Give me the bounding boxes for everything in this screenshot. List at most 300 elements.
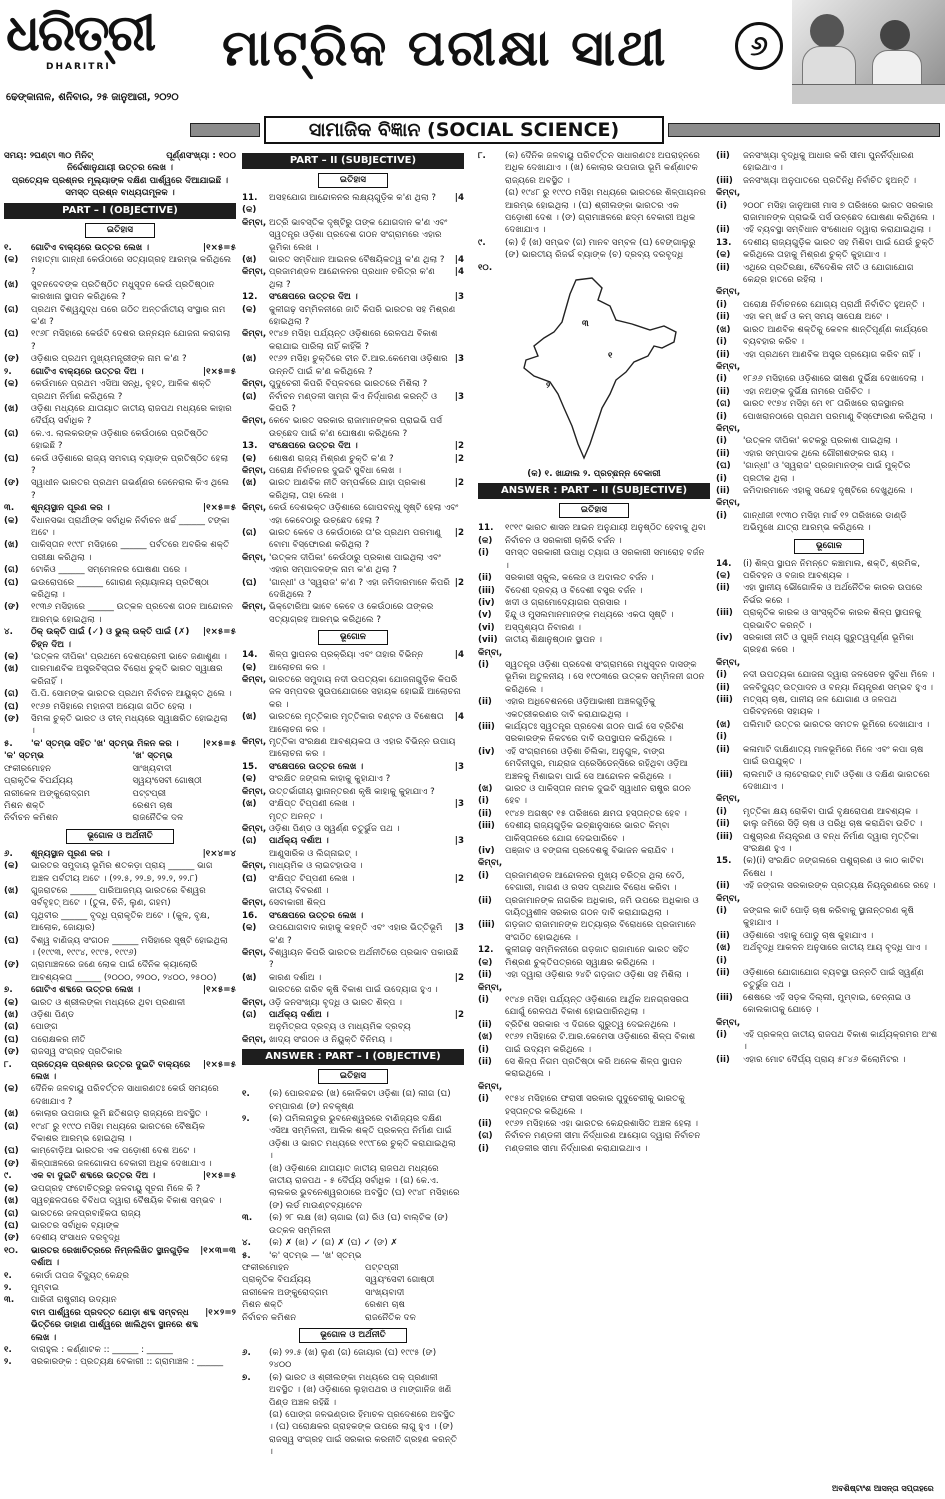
item-text: ଓଡ଼ି ଜନସଂଖ୍ୟା ବୃଦ୍ଧି ଓ ଭାରତ ଶିଳ୍ପ । — [269, 997, 403, 1008]
answer-list — [716, 558, 942, 1067]
text-line — [242, 291, 464, 303]
text-line — [242, 873, 464, 885]
text-line — [242, 885, 464, 897]
text-line — [716, 582, 942, 607]
item-text: (କ) ତାମିଲନାଡୁର ଭୁବନେଶ୍ୱରରେ ବାଣିଜ୍ୟର ଦକ୍ଷିଣ ଏସିଆ ସମ୍ମିଳନୀ, ଆଲିକ ଶକ୍ତି ପ୍ରକଳ୍ପ ନିର୍ମାଣ ପାଇଁ ଓଡ଼ିଶା ଓ ଭାରତ ମଧ୍ୟରେ ୧୯୯୮ରେ ଚୁକ୍ତି କରାଯାଇଥିଲା । — [269, 1114, 456, 1162]
answer-list — [242, 1088, 464, 1262]
text-line — [478, 746, 710, 783]
item-number: (ii) — [478, 1056, 492, 1067]
item-marks: |2 — [454, 972, 464, 983]
item-number: ୩. — [242, 1213, 253, 1224]
item-text: (କ) ✗ (ଖ) ✓ (ଗ) ✗ (ଘ) ✓ (ଙ) ✗ — [269, 1238, 398, 1249]
item-text: ଓଡ଼ିଶାରେ ଏହାକୁ ପୋଡୁ ଚାଷ କୁହାଯାଏ । — [743, 930, 874, 941]
item-number — [242, 811, 266, 823]
text-line — [4, 403, 236, 428]
item-text: ଜାତୀୟ ବିବରଣୀ । — [269, 885, 329, 896]
text-line — [716, 386, 942, 398]
text-line — [716, 299, 942, 311]
text-line — [478, 870, 710, 895]
item-number: (ଘ) — [4, 935, 19, 946]
item-text: ଉତ୍ତର୍ଭାଗୀୟ ସ୍ଥାନାନ୍ତରଣ କୃଷି କାହାକୁ କୁହାଯାଏ ? — [269, 786, 435, 797]
item-text: 'କ' ସ୍ତମ୍ଭ — 'ଖ' ସ୍ତମ୍ଭ — [269, 1250, 362, 1261]
text-line — [4, 1344, 236, 1356]
item-number: (vii) — [478, 635, 498, 646]
text-line — [4, 1145, 236, 1157]
item-text: ମୃତ୍ତିକା ସଂରକ୍ଷଣ ଆବଶ୍ୟକତା ଓ ଏହାର ବିଭିନ୍ନ ଉପାୟ ଆଲୋଚନା କର । — [269, 737, 456, 760]
text-line — [716, 669, 942, 681]
item-marks: |3 — [454, 923, 464, 934]
text-line — [478, 1031, 710, 1056]
item-number: ୫. — [4, 738, 13, 749]
text-line — [716, 423, 942, 435]
item-number — [242, 885, 266, 897]
item-number — [242, 1163, 266, 1213]
item-number: (ii) — [716, 881, 730, 892]
text-line — [716, 311, 942, 323]
item-text: ନିର୍ବାଚନ ମଣ୍ଡଳୀ ସୀମା ନିର୍ଦ୍ଧାରଣ ଆୟୋଗ ଦ୍ୱାରା ନିର୍ବାଚନ ମଣ୍ଡଳୀର ସୀମା ନିର୍ଦ୍ଧାରଣ କରାଯାଇଥାଏ । — [505, 1131, 701, 1154]
item-number: (iii) — [478, 721, 495, 732]
text-line — [242, 217, 464, 254]
item-number: କିମ୍ବା, — [242, 1034, 267, 1045]
subject-band — [190, 116, 940, 144]
item-text: ଗ୍ରାମାଞ୍ଚଳରେ ଜଣେ ଲୋକ ପାଇଁ ଦୈନିକ କ୍ୟାଲୋରି ଆବଶ୍ୟକତା ______ (୨୦୦୦, ୨୨୦୦, ୨୪୦୦, ୨୫୦୦) — [31, 960, 217, 983]
item-number: (ଗ) — [242, 527, 257, 538]
item-marks: |୧×୫=୫ — [202, 1171, 236, 1182]
text-line — [478, 150, 710, 187]
item-number: (ଖ) — [242, 972, 257, 983]
item-text: 'ଉତ୍କଳ ଦୀପିକା' କଟକରୁ ପ୍ରକାଶ ପାଇଥିଲା । — [743, 436, 898, 447]
item-number: (ii) — [716, 448, 730, 459]
item-text: ସଂକ୍ଷେପରେ ଉତ୍ତର ଲେଖ । — [269, 761, 364, 772]
instruction: ସମସ୍ତ ପ୍ରଶ୍ନ ବାଧ୍ୟତାମୂଳକ । — [65, 188, 175, 199]
item-number: (ଗ) — [4, 1208, 19, 1219]
text-line — [4, 651, 236, 663]
item-text: (କ)(i) ସଂରକ୍ଷିତ ଜଙ୍ଗଲରେ ପଶୁଚାରଣ ଓ କାଠ କାଟିବା ନିଷେଧ । — [743, 856, 924, 879]
text-line — [478, 1056, 710, 1081]
text-line — [242, 736, 464, 761]
item-text: ସ୍ୱତନ୍ତ୍ର ଓଡ଼ିଶା ପ୍ରଦେଶ ସଂଗ୍ରାମରେ ମଧୁସୂଦନ ଦାସଙ୍କ ଭୂମିକା ଅତୁଳନୀୟ । ସେ ୧୯୦୩ରେ ଉତ୍କଳ ସମ୍ମିଳନୀ ଗଠନ କରିଥିଲେ । — [505, 659, 705, 695]
text-line — [4, 885, 236, 910]
text-line — [4, 1009, 236, 1021]
item-text: ବିଦେଶୀ ଦ୍ରବ୍ୟ ଓ ବିଦେଶୀ ବସ୍ତ୍ର ବର୍ଜନ । — [505, 585, 643, 596]
item-text: ଦେଶୀୟ ରାଜ୍ୟଗୁଡ଼ିକ ଇଚ୍ଛାନୁସାରେ ଭାରତ କିମ୍ବା ପାକିସ୍ତାନରେ ଯୋଗ ଦେଇପାରିବେ । — [505, 821, 670, 844]
text-line — [4, 1208, 236, 1220]
table-cell: ପଟ୍ଟପ୍ରୀ — [365, 1262, 399, 1273]
item-text: (ଖ) ଓଡ଼ିଶାରେ ଯାତାୟାତ ଜାତୀୟ ରାଜପଥ ମଧ୍ୟରେ ଜାତୀୟ ରାଜପଥ - ୫ ଦୈର୍ଘ୍ୟ ସର୍ବାଧିକ । (ଗ) କେ.ଏ. ଲାଲକର ଭୁବନେଶ୍ୱରଠାରେ ଅବସ୍ଥିତ (ଘ) ୧୯୪୮ ମସିହାରେ (ଙ) ଲର୍ଡ ମାଉଣ୍ଟବ୍ୟାଟେନ — [269, 1163, 460, 1211]
item-text: କେଉଁମାନେ ପ୍ରଥମ ଏସିଆ ସନ୍ଧି, ବୃହତ୍, ଆଳିକ ଶକ୍ତି ପ୍ରଥମ ନିର୍ମାଣ କରିଥିଲେ ? — [31, 379, 212, 402]
item-number: (i) — [478, 870, 489, 881]
item-text: ପ୍ରାକୃତିକ କାରକ ଓ ସାଂସ୍କୃତିକ କାରକ ଶିଳ୍ପ ସ୍ଥାପନକୁ ପ୍ରଭାବିତ କରନ୍ତି । — [743, 608, 922, 631]
item-text: ଭାରତର ସମୁଦାୟ ଭୂମିର ଶତକଡ଼ା ପ୍ରାୟ ______ ଭାଗ ଅଞ୍ଚଳ ପର୍ବତୀୟ ଅଟେ । (୨୨.୫, ୨୨.୭, ୨୨.୨, ୨୨.୮) — [31, 861, 213, 884]
text-line — [242, 711, 464, 736]
item-text: ସୁବନଦେବଙ୍କ ପ୍ରତିଷ୍ଠିତ ମଧୁସୂଦନ କେଉଁ ପ୍ରତିଷ୍ଠାନ କାରଖାନା ସ୍ଥାପନ କରିଥିଲେ ? — [31, 279, 215, 303]
item-number: କିମ୍ବା, — [716, 1017, 741, 1028]
item-text: ଶୂନ୍ୟସ୍ଥାନ ପୂରଣ କର । — [31, 503, 110, 514]
item-text: ଏଥିରେ ପ୍ରତିରକ୍ଷା, ବୈଦେଶିକ ନୀତି ଓ ଯୋଗାଯୋଗ କେନ୍ଦ୍ର ହାତରେ ରହିଲା । — [743, 262, 914, 286]
page-title: ମାଟ୍ରିକ ପରୀକ୍ଷା ସାଥୀ — [222, 19, 668, 77]
text-line — [716, 793, 942, 805]
item-text: ବିଧାନସଭା ପ୍ରାର୍ଥୀଙ୍କ ସର୍ବାଧିକ ନିର୍ବାଚନ ଖର୍ଚ୍ଚ ______ ଟଙ୍କା ଅଟେ । — [31, 515, 230, 538]
item-text: ଓଡ଼ିଶାରେ ଯୋଗାଯୋଗ ବ୍ୟବସ୍ଥା ଉନ୍ନତି ପାଇଁ ସ୍ୱର୍ଣ୍ଣ ଚତୁର୍ଭୁଜ ପଥ । — [743, 968, 924, 991]
item-text: ପୁଦୁଚେରୀ କିପରି ବିପ୍ଳବରେ ଭାରତରେ ମିଶିଲା ? — [269, 379, 428, 390]
item-text: ୧୯୪୭ ମସିହା ପର୍ଯ୍ୟନ୍ତ ଓଡ଼ିଶାରେ ରେଳପଥ ବିକାଶ କରାଯାଇ ପାରିଲା ନାହିଁ କାହିଁକି ? — [269, 329, 438, 352]
item-marks: |2 — [454, 441, 464, 452]
text-line — [4, 1294, 236, 1306]
item-text: ଗୋଟିଏ ଶବ୍ଦରେ ଉତ୍ତର ଲେଖ । — [31, 985, 141, 996]
section-heading: ଇତିହାସ — [318, 1069, 388, 1084]
text-line — [242, 997, 464, 1009]
text-line — [478, 696, 710, 721]
item-number: (ଘ) — [4, 1146, 19, 1157]
item-number: (ଖ)(i) — [478, 1032, 493, 1055]
text-line — [242, 1009, 464, 1021]
item-number: (କ) — [4, 379, 19, 390]
text-line — [716, 818, 942, 830]
table-cell: ରେଶମ ଚାଷ — [132, 800, 173, 811]
item-number: ୭. — [242, 1372, 251, 1383]
item-number: (ଗ) — [4, 428, 19, 439]
item-text — [505, 857, 707, 869]
item-number: ୭. — [4, 985, 13, 996]
item-marks: |୧×୫=୫ — [202, 1059, 236, 1070]
item-number: (i) — [716, 905, 727, 916]
item-text — [743, 893, 939, 905]
item-text: ବିଶ୍ୱ ବାଣିଜ୍ୟ ସଂଗଠନ ______ ମସିହାରେ ସୃଷ୍ଟି ହୋଇଥିଲା । (୧୯୯୩, ୧୯୯୪, ୧୯୯୫, ୧୯୯୬) — [31, 935, 228, 958]
subject-title: ସାମାଜିକ ବିଜ୍ଞାନ (SOCIAL SCIENCE) — [264, 116, 664, 144]
text-line — [4, 1270, 236, 1282]
item-text: ଅସ୍ପୃଶ୍ୟତା ନିବାରଣ । — [505, 622, 582, 633]
item-text: ହିନ୍ଦୁ ଓ ମୁସଲମାନମାନଙ୍କ ମଧ୍ୟରେ ଏକତା ସୃଷ୍ଟି । — [505, 610, 674, 621]
item-text: ରାଜସ୍ୱ ସଂଗ୍ରହ ପ୍ରତିକାର — [31, 1047, 123, 1058]
text-line — [4, 1183, 236, 1195]
item-text: (କ) ଭାରତ ଓ ଶ୍ରୀଲଙ୍କା ମଧ୍ୟରେ ପକ୍ ପ୍ରଣାଳୀ ଅବସ୍ଥିତ । (ଖ) ଓଡ଼ିଶାରେ ଲୁହାପଥର ଓ ମାଙ୍ଗାନିଜ ଖଣି ପିଣ୍ଡ ଅଞ୍ଚଳ ରହିଛି । — [269, 1372, 452, 1408]
text-line — [242, 254, 464, 266]
text-line — [478, 547, 710, 572]
item-text — [743, 286, 939, 298]
item-number: କିମ୍ବା, — [242, 786, 267, 797]
text-line — [4, 515, 236, 540]
item-text: ଖଦୀ ଓ ଗ୍ରାମୋଦ୍ୟୋଗର ପ୍ରସାର । — [505, 597, 627, 608]
item-number: (ଗ) — [4, 689, 19, 700]
item-text: ଭାରତରେ ଜଳପ୍ରବାହିକତା ରାଜ୍ୟ — [31, 1208, 141, 1219]
text-line — [716, 942, 942, 967]
item-number: (iv) — [478, 746, 495, 757]
item-number: ୧. — [4, 242, 12, 253]
text-line — [4, 1108, 236, 1120]
item-number: (i) — [716, 436, 727, 447]
item-text: କାରଣ ଦର୍ଶାଅ । — [269, 972, 322, 983]
text-line — [716, 1017, 942, 1029]
item-text: ଜାତୀୟ ଶିକ୍ଷାନୁଷ୍ଠାନ ସ୍ଥାପନ । — [505, 635, 603, 646]
item-text: ସଂକ୍ଷେପରେ ଉତ୍ତର ଦିଅ । — [269, 292, 358, 303]
text-line — [478, 895, 710, 920]
item-text: (ଗ) ପୋଙ୍ଗ ଜଳଭଣ୍ଡାର ହିମାଚଳ ପ୍ରଦେଶରେ ଅବସ୍ଥିତ । (ଘ) ପରୋକ୍ଷକର ଗ୍ରାହକଙ୍କ ଉପରେ ଲାଗୁ ହୁଏ । (ଙ) ରାଜସ୍ୱ ସଂଗ୍ରହ ପାଇଁ ସରକାର କରନୀତି ଗ୍ରହଣ କରନ୍ତି । — [269, 1409, 458, 1458]
item-number: (ଖ)(i) — [716, 943, 731, 966]
item-text: ଭାରତ ଆଣବିକ ନୀତି ସମ୍ପର୍କରେ ଯାହା ପ୍ରକାଶ କରିଥିଲା, ତାହା ଲେଖ । — [269, 478, 426, 501]
item-number: ୨. — [4, 366, 12, 377]
item-number: (ଖ) — [242, 712, 257, 723]
item-text: ଏହାର ଅଧିବେଶନରେ ଓଡ଼ିଆଭାଷୀ ଅଞ୍ଚଳଗୁଡ଼ିକୁ ଏକତ୍ରୀକରଣର ଦାବି କରାଯାଇଥିଲା । — [505, 697, 656, 720]
text-line — [4, 663, 236, 688]
item-number: (ଙ) — [4, 602, 20, 613]
item-number: (କ) — [4, 997, 19, 1008]
table-row — [4, 775, 236, 787]
text-line — [4, 935, 236, 960]
text-line — [716, 237, 942, 262]
section-heading: ଇତିହାସ — [559, 503, 629, 518]
column-3 — [478, 150, 710, 1495]
item-text: ଭାରତରେ ସମୁଦାୟ ନଦୀ ଉପତ୍ୟକା ଯୋଜନାଗୁଡ଼ିକ କିପରି ଜଳ ସମ୍ପଦର ସୁଉପଯୋଗରେ ସହାୟକ ହୋଇଛି ଆଲୋଚନା କର । — [269, 675, 461, 710]
item-number: (iv) — [478, 846, 495, 857]
text-line — [716, 967, 942, 992]
item-text: ମୃତ୍ତିକା କ୍ଷୟ ରୋକିବା ପାଇଁ ବୃକ୍ଷରୋପଣ ଆବଶ୍ୟକ । — [743, 806, 918, 817]
band-bar-right — [668, 123, 940, 137]
text-line — [478, 982, 710, 994]
text-line — [478, 808, 710, 820]
item-text: ଭିକ୍ଟୋରିଆ ଭାବେ କେବେ ଓ କେଉଁଠାରେ ତାଙ୍କର ସତ୍ୟାଗ୍ରହ ଆରମ୍ଭ କରିଥିଲେ ? — [269, 602, 434, 625]
item-text — [743, 657, 939, 669]
text-line — [4, 1158, 236, 1170]
text-line — [4, 1021, 236, 1033]
text-line — [4, 254, 236, 279]
text-line — [716, 855, 942, 880]
text-line — [242, 477, 464, 502]
item-number: (ii) — [716, 930, 730, 941]
section-heading: ଭୂଗୋଳ ଓ ଅର୍ଥନୀତି — [66, 829, 174, 844]
item-marks: |4 — [454, 267, 464, 278]
item-number: (ଗ) — [242, 391, 257, 402]
text-line — [716, 373, 942, 385]
item-text: କେଉଁ ଓଡ଼ିଶାରେ ରାଜ୍ୟ ସମବାୟ ବ୍ୟାଙ୍କ ପ୍ରତିଷ୍ଠିତ ହେଲା ? — [31, 453, 229, 476]
item-number: (i) — [478, 1094, 489, 1105]
text-line — [716, 497, 942, 509]
text-line — [242, 601, 464, 626]
item-number: (ii) — [716, 485, 730, 496]
item-number: 15. — [716, 856, 732, 867]
answer-heading: ANSWER : PART – II (SUBJECTIVE) — [478, 483, 710, 499]
newspaper-logo — [6, 4, 202, 82]
item-text: ୧୯୧୯ ଭାରତ ଶାସନ ଆଇନ ଅନୁଯାୟୀ ଅନୁଷ୍ଠିତ ହେବାକୁ ଥିବା ନିର୍ବାଚନ ଓ ସରକାରୀ ଚାକିରି ବର୍ଜନ । — [505, 523, 706, 546]
item-marks: |3 — [454, 836, 464, 847]
text-line — [716, 286, 942, 298]
item-text: ଏହା ପ୍ରଥମେ ଆଣବିକ ଅସ୍ତ୍ର ପ୍ରୟୋଗ କରିବ ନାହିଁ । — [743, 349, 921, 360]
text-line — [242, 1250, 464, 1262]
item-text: କେବେ ଭାରତ ସରକାର ରାଜାମାନଙ୍କର ପ୍ରାଇଭି ପର୍ସ ଉଚ୍ଛେଦ ପାଇଁ କ'ଣ ଘୋଷଣା କରିଥିଲେ ? — [269, 416, 442, 439]
item-text: ପରୋକ୍ଷକର ନୀତି — [31, 1034, 86, 1045]
text-line — [478, 522, 710, 547]
item-text: ସଂକ୍ଷିପ୍ତ ଟିପ୍ପଣୀ ଲେଖ । — [269, 799, 355, 810]
item-number: (ଙ) — [4, 478, 20, 489]
item-text: ପ୍ରଜାମଣ୍ଡଳ ଆନ୍ଦୋଳନର ମୁଖ୍ୟ ଚରିତ୍ର ଥିଲା ବେଠି, ବେଗାରୀ, ମାଗଣ ଓ ରସଦ ପ୍ରଥାର ବିରୋଧ କରିବା । — [505, 870, 685, 894]
item-text: ଓଡ଼ିଶା ପିଣ୍ଡ ଓ ସ୍ୱର୍ଣ୍ଣ ଚତୁର୍ଭୁଜ ପଥ । — [269, 823, 400, 834]
item-text: କୁଳୀଗଢ଼ ସମ୍ମିଳନୀରେ ଗଡ଼ଜାତ ରାଜାମାନେ ଭାରତ ସହିତ ମିଶ୍ରଣ ଚୁକ୍ତିପତ୍ରରେ ସ୍ୱାକ୍ଷର କରିଥିଲେ । — [505, 945, 690, 968]
item-text: କାର୍ଯ୍ୟତଃ ସ୍ୱତନ୍ତ୍ର ପ୍ରଦେଶ ଗଠନ ପାଇଁ ସେ ବ୍ରିଟିଶ ସରକାରଙ୍କ ନିକଟରେ ଦାବି ଉପସ୍ଥାପନ କରିଥିଲେ । — [505, 721, 684, 745]
item-number: (ଘ) — [4, 1034, 19, 1045]
item-number: (ଖ) — [4, 279, 19, 290]
item-text — [743, 793, 939, 805]
item-text: ଉପଯୋଗବାଦ କାହାକୁ କହନ୍ତି ଏବଂ ଏହାର ଭିତ୍ତିଭୂମି କ'ଣ ? — [269, 923, 443, 946]
text-line — [4, 366, 236, 378]
item-number: (i) — [716, 200, 727, 211]
text-line — [4, 328, 236, 353]
text-line — [4, 688, 236, 700]
text-line — [4, 1245, 236, 1270]
text-line — [716, 806, 942, 818]
table-cell: ରେଶମ ଚାଷ — [365, 1300, 405, 1311]
text-line — [242, 440, 464, 452]
text-line — [716, 893, 942, 905]
text-line — [242, 910, 464, 922]
match-head: 'ଖ' ସ୍ତମ୍ଭ — [132, 751, 173, 762]
item-number: ୧୦. — [478, 262, 493, 273]
text-line — [716, 632, 942, 657]
item-number: (ii) — [478, 573, 492, 584]
text-line — [478, 659, 710, 696]
text-line — [4, 1232, 236, 1244]
map-point-label: ୧ — [608, 351, 613, 362]
item-number: (iii) — [716, 831, 733, 842]
item-text — [743, 423, 939, 435]
text-line — [716, 992, 942, 1017]
item-text: ସଂକ୍ଷିପ୍ତ ଟିପ୍ପଣୀ ଲେଖ । — [269, 873, 355, 884]
text-line — [242, 1212, 464, 1237]
item-text: କେ.ଏ. ଲାଲକରଙ୍କ ଓଡ଼ିଶାର କେଉଁଠାରେ ପ୍ରତିଷ୍ଠିତ ହୋଇଛି ? — [31, 428, 209, 452]
text-line — [478, 994, 710, 1019]
text-line — [716, 880, 942, 892]
item-number: (i) — [716, 670, 727, 681]
exam-full-marks: ପୂର୍ଣ୍ଣସଂଖ୍ୟା : ୧୦୦ — [166, 151, 236, 161]
item-text: ବାମ ପାର୍ଶ୍ୱରେ ପ୍ରଦତ୍ତ ଯୋଡ଼ା ଶବ୍ଦ ସମ୍ବନ୍ଧ ଭିତ୍ତିରେ ଡାହାଣ ପାର୍ଶ୍ୱରେ ଖାଲିଥିବା ସ୍ଥାନରେ ଶବ୍ଦ ଲେଖ । — [31, 1307, 199, 1343]
item-text: ଦାରାହୁଲ : କର୍ଣ୍ଣାଟକ :: ______ : ______ — [31, 1344, 173, 1355]
item-number: କିମ୍ବା, — [242, 737, 267, 748]
text-line — [242, 1088, 464, 1113]
item-number: ୧. — [4, 1344, 12, 1355]
item-number: (ଖ) — [242, 478, 257, 489]
item-number: କିମ୍ବା, — [242, 861, 267, 872]
item-text: 'ଗାନ୍ଧୀ' ଓ 'ସ୍ୱରାଜ' କ'ଣ ? ଏହା ଜମିଦାରମାନେ କିପରି ଦେଖିଥିଲେ ? — [269, 577, 450, 600]
text-line — [242, 552, 464, 577]
item-number: (iii) — [716, 992, 733, 1003]
item-number: (ଗ) — [4, 565, 19, 576]
item-text: ଭାରତ ଆଣବିକ ଶକ୍ତିକୁ କେବଳ ଶାନ୍ତିପୂର୍ଣ୍ଣ କାର୍ଯ୍ୟରେ ବ୍ୟବହାର କରିବ । — [743, 324, 928, 348]
text-line — [716, 485, 942, 497]
item-number: (ଙ) — [4, 354, 20, 365]
item-text: ପଲିମାଟି ଉତ୍ତର ଭାରତର ସମତଳ ଭୂମିରେ ଦେଖାଯାଏ । — [743, 719, 930, 730]
item-text: ନିର୍ବାଚନ ମଣ୍ଡଳୀ ସାମ୍ନା କିଏ ନିର୍ଦ୍ଧାରଣ କରନ୍ତି ଓ କିପରି ? — [269, 391, 438, 414]
column-4 — [716, 150, 942, 1495]
map-caption: (କ) ୧. ଖାନ୍ଦାଲ ୨. ପ୍ରଚ୍ଛନ୍ନ ବେକାରୀ — [527, 469, 661, 480]
item-text: ୧୯୫୪ ମସିହାରେ ଫରାସୀ ସରକାର ପୁଦୁଚେରୀକୁ ଭାରତକୁ ହସ୍ତାନ୍ତର କରିଥିଲେ । — [505, 1094, 685, 1117]
item-number: (ii) — [478, 697, 492, 708]
item-text: ପୋଙ୍ଗ — [31, 1022, 58, 1033]
text-line — [242, 577, 464, 602]
item-number: କିମ୍ବା, — [242, 465, 267, 476]
item-number: (ଘ) — [242, 873, 257, 884]
item-number: ୮. — [478, 151, 486, 161]
item-number: 14.(କ) — [242, 650, 258, 673]
text-line — [4, 279, 236, 304]
item-number: (ଘ) — [4, 701, 19, 712]
table-cell: ସାଂଖ୍ୟବାଦୀ — [132, 763, 172, 774]
text-line — [478, 944, 710, 969]
india-outline-map — [504, 276, 684, 466]
text-line — [716, 460, 942, 485]
item-text: ଖାଦ୍ୟ ସଂଗଠନ ଓ ନିୟୁକ୍ତି ବିନିମୟ । — [269, 1034, 393, 1045]
item-text: ମୁମ୍ବାଇ — [31, 1282, 60, 1293]
text-line — [716, 361, 942, 373]
item-text: (କ) ୨୮ ଲକ୍ଷ (ଖ) ଚାଗାଇ (ଗ) ରିଓ (ଘ) ବାଲ୍ଟିକ (ଙ) ଉତ୍କଳ ସମ୍ମିଳନୀ — [269, 1213, 448, 1236]
item-number: (କ) — [4, 255, 19, 266]
item-number: (iv) — [716, 633, 733, 644]
item-number: (କ) — [4, 861, 19, 872]
dateline: ଢେଙ୍କାନାଳ, ଶନିବାର, ୨୫ ଜାନୁଆରୀ, ୨୦୨୦ — [6, 92, 179, 103]
text-line — [242, 465, 464, 477]
item-text: ଏହା ଦ୍ୱାରା ଓଡ଼ିଶାର ୨୪ଟି ଗଡ଼ଜାତ ଓଡ଼ିଶା ସହ ମିଶିଲା । — [505, 970, 689, 981]
item-text: ପରୋକ୍ଷ ନିର୍ବାଚନରେ ଯୋଗ୍ୟ ପ୍ରାର୍ଥୀ ନିର୍ବାଚିତ ହୁଅନ୍ତି । — [743, 299, 925, 310]
text-line — [4, 738, 236, 750]
item-marks: |3 — [454, 292, 464, 303]
table-cell: ନାରୀକେଳ ଅଙ୍କୁରୋଦ୍ଗମ — [4, 788, 91, 799]
item-text: ପାର୍ଥକ୍ୟ ଦର୍ଶାଅ । — [269, 1010, 329, 1020]
text-line — [242, 415, 464, 440]
text-line — [4, 477, 236, 502]
item-text: ପାରମାଣବିକ ଅସ୍ତ୍ରବିସ୍ତାର ବିରୋଧ ଚୁକ୍ତି ଭାରତ ସ୍ୱାକ୍ଷର କରିନାହିଁ । — [31, 664, 223, 687]
item-number: (ଗ)(i) — [478, 1131, 493, 1154]
text-line — [242, 391, 464, 416]
item-number — [4, 1307, 28, 1344]
item-text: (କ) ଦୈନିକ ଜଳବାୟୁ ପରିବର୍ତ୍ତନ ସାଧାରଣତଃ ଅପରାହ୍ନରେ ଅଧିକ ଦେଖାଯାଏ । (ଖ) କୋଲାର ଉପଜାଉ ଭୂମି କର୍ଣ୍ଣାଟକ ରାଜ୍ୟରେ ଅବସ୍ଥିତ । — [505, 151, 700, 186]
item-number: କିମ୍ବା, — [716, 423, 741, 434]
text-line — [716, 324, 942, 349]
text-line — [242, 1034, 464, 1046]
answer-list — [478, 522, 710, 1155]
item-text: ୧୯୪୭ ଅଗଷ୍ଟ ୧୫ ତାରିଖରେ କ୍ଷମତା ହସ୍ତାନ୍ତର ହେବ । — [505, 808, 687, 819]
item-number: (ଗ) — [242, 1010, 257, 1020]
item-number: (ii) — [716, 386, 730, 397]
item-number: କିମ୍ବା, — [242, 379, 267, 390]
table-row — [242, 1312, 464, 1324]
item-number: (ii) — [716, 744, 730, 755]
text-line — [4, 1220, 236, 1232]
text-line — [242, 649, 464, 674]
item-text: ଜଳବିଦ୍ୟୁତ୍ ଉତ୍ପାଦନ ଓ ବନ୍ୟା ନିୟନ୍ତ୍ରଣ ସମ୍ଭବ ହୁଏ । — [743, 682, 934, 693]
item-text: 'ଉତ୍କଳ ଦୀପିକା' କେଉଁଠାରୁ ପ୍ରକାଶ ପାଇଥିଲା ଏବଂ ଏହାର ସମ୍ପାଦକଙ୍କ ନାମ କ'ଣ ଥିଲା ? — [269, 552, 441, 576]
text-line — [478, 919, 710, 944]
text-line — [716, 719, 942, 744]
item-number: ୧. — [242, 1089, 250, 1100]
item-marks: |3 — [454, 354, 464, 365]
section-heading: ଭୂଗୋଳ — [794, 539, 864, 554]
table-cell: ପ୍ରାକୃତିକ ବିପର୍ଯ୍ୟୟ — [4, 776, 73, 787]
map-point-label: ୩ — [582, 319, 589, 330]
item-text: ୧୯୬୨ ମସିହାରେ ଏହା ଭାରତର କେନ୍ଦ୍ରଶାସିତ ଅଞ୍ଚଳ ହେଲା । — [505, 1118, 699, 1129]
item-text: ୧୯୪୮ ରୁ ୧୯୯୦ ମସିହା ମଧ୍ୟରେ ଭାରତରେ ବୈଷୟିକ ବିକାଶର ଆରମ୍ଭ ହୋଇଥିଲା । — [31, 1121, 206, 1145]
item-number: କିମ୍ବା, — [242, 416, 267, 427]
item-number: (iii) — [716, 608, 733, 619]
item-text: ଭାରତ ଓ ପାକିସ୍ତାନ ନାମକ ଦୁଇଟି ସ୍ୱାଧୀନ ରାଷ୍ଟ୍ର ଗଠନ ହେବ । — [505, 784, 691, 807]
item-text — [743, 497, 939, 509]
item-number: (i) — [478, 659, 489, 670]
text-line — [478, 857, 710, 869]
item-number: ୪. — [4, 627, 13, 638]
text-line — [242, 835, 464, 847]
item-text: ସରକାରଙ୍କ : ପ୍ରତ୍ୟକ୍ଷ ବେକାରୀ :: ଗ୍ରାମାଞ୍ଚଳ : ______ — [31, 1357, 224, 1368]
item-text: ୧୯୩୬ ମସିହାରେ ______ ଉତ୍କଳ ପ୍ରଦେଶ ଗଠନ ଆନ୍ଦୋଳନ ଆରମ୍ଭ ହୋଇଥିଲା । — [31, 602, 233, 625]
item-marks: |୧×୫=୫ — [202, 985, 236, 996]
text-line — [716, 831, 942, 856]
item-text: ସଂକ୍ଷେପରେ ଉତ୍ତର ଦିଅ । — [269, 441, 358, 452]
item-text: ୧୯୬୭ ମସିହାରେ ମହାନଦୀ ଅୟୋଗ ଗଠିତ ହେଲା । — [31, 701, 192, 712]
